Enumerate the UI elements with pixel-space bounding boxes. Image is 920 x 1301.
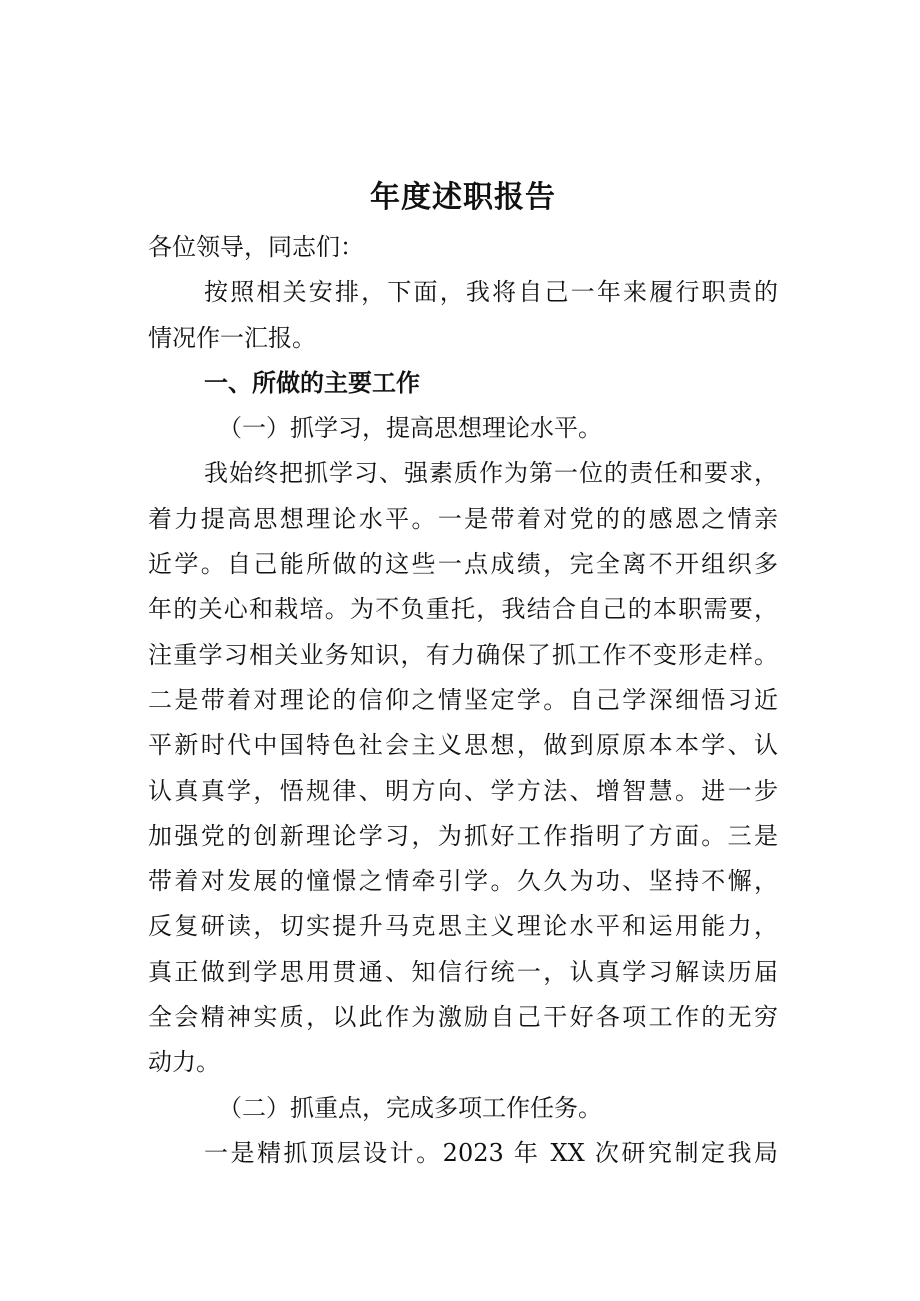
- paragraph-line: 近学。自己能所做的这些一点成绩，完全离不开组织多: [148, 550, 778, 579]
- document-title: 年度述职报告: [370, 180, 556, 215]
- paragraph-line: 真正做到学思用贯通、知信行统一，认真学习解读历届: [148, 957, 778, 986]
- subsection-heading: （一）抓学习，提高思想理论水平。: [218, 414, 602, 443]
- paragraph-line: 着力提高思想理论水平。一是带着对党的的感恩之情亲: [148, 504, 778, 533]
- subsection-heading: （二）抓重点，完成多项工作任务。: [218, 1093, 602, 1122]
- paragraph-line: 认真真学，悟规律、明方向、学方法、增智慧。进一步: [148, 776, 778, 805]
- intro-line: 按照相关安排，下面，我将自己一年来履行职责的: [204, 278, 778, 307]
- paragraph-line: 年的关心和栽培。为不负重托，我结合自己的本职需要，: [148, 595, 778, 624]
- paragraph-line: 带着对发展的憧憬之情牵引学。久久为功、坚持不懈，: [148, 867, 778, 896]
- salutation: 各位领导，同志们：: [148, 233, 364, 261]
- paragraph-line: 全会精神实质，以此作为激励自己干好各项工作的无穷: [148, 1003, 778, 1032]
- paragraph-line: 反复研读，切实提升马克思主义理论水平和运用能力，: [148, 912, 778, 941]
- paragraph-line: 一是精抓顶层设计。2023 年 XX 次研究制定我局: [204, 1138, 778, 1167]
- paragraph-line: 注重学习相关业务知识，有力确保了抓工作不变形走样。: [148, 640, 778, 669]
- intro-line: 情况作一汇报。: [148, 323, 316, 352]
- section-heading: 一、所做的主要工作: [204, 368, 420, 397]
- paragraph-line: 平新时代中国特色社会主义思想，做到原原本本学、认: [148, 731, 778, 760]
- paragraph-line: 加强党的创新理论学习，为抓好工作指明了方面。三是: [148, 821, 778, 850]
- paragraph-line: 二是带着对理论的信仰之情坚定学。自己学深细悟习近: [148, 685, 778, 714]
- document-body: [148, 171, 778, 1176]
- paragraph-line: 我始终把抓学习、强素质作为第一位的责任和要求，: [204, 459, 778, 488]
- paragraph-line: 动力。: [148, 1048, 220, 1077]
